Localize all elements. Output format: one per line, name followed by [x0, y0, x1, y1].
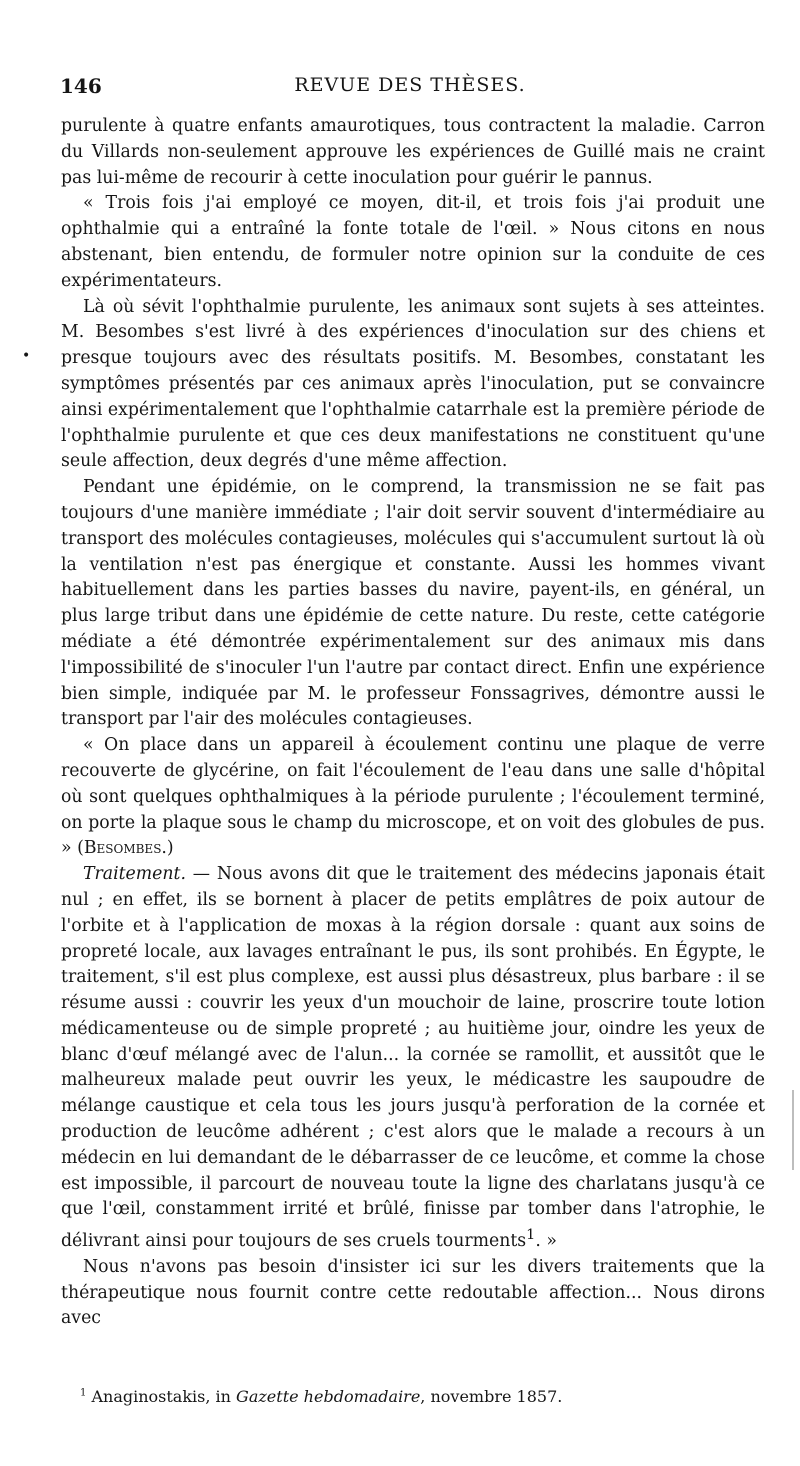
page-number: 146 — [60, 74, 102, 98]
quote-text: « On place dans un appareil à écoulement continu une plaque de verre recouverte de glycérine, on fait l'écoulement de l'eau dans une salle d'hôpital où sont quelques ophthalmiques à la période purulente ; l'écoulement terminé, on porte la plaque sous le champ du microscope, et on voit des globules de pus. » ( — [61, 735, 765, 859]
treatment-text: — Nous avons dit que le traitement des médecins japonais était nul ; en effet, ils se bornent à placer de petits emplâtres de poix autour de l'orbite et à l'application de moxas à la région dorsale : quant aux soins de propreté locale, aux lavages entraînant le pus, ils sont prohibés. En Égypte, le traitement, s'il est plus complexe, est aussi plus désastreux, plus barbare : il se résume aussi : couvrir les yeux d'un mouchoir de laine, proscrire toute lotion médicamenteuse ou de simple propreté ; au huitième jour, oindre les yeux de blanc d'œuf mélangé avec de l'alun... la cornée se ramollit, et aussitôt que le malheureux malade peut ouvrir les yeux, le médicastre les saupoudre de mélange caustique et cela tous les jours jusqu'à perforation de la cornée et production de leucôme adhérent ; c'est alors que le malade a recours à un médecin en lui demandant de le débarrasser de ce leucôme, et comme la chose est impossible, il parcourt de nouveau toute la ligne des charlatans jusqu'à ce que l'œil, constamment irrité et brûlé, finisse par tomber dans l'atrophie, le délivrant ainsi pour toujours de ses cruels tourments — [61, 864, 765, 1252]
quoted-paragraph — [61, 733, 765, 862]
section-heading-traitement: Traitement. — [83, 864, 186, 885]
citation-close: .) — [161, 838, 174, 859]
margin-dot: • — [22, 348, 31, 364]
body-text — [61, 114, 765, 1332]
footnote-date: , novembre 1857. — [420, 1387, 563, 1406]
paragraph: Nous n'avons pas besoin d'insister ici sur les divers traitements que la thérapeutique nous fournit contre cette redoutable affection... Nous dirons avec — [61, 1256, 765, 1329]
footnote-marker: 1 — [80, 1387, 87, 1399]
footnote — [80, 1387, 760, 1406]
scan-edge-mark — [792, 1090, 794, 1170]
paragraph: Pendant une épidémie, on le comprend, la transmission ne se fait pas toujours d'une manière immédiate ; l'air doit servir souvent d'intermédiaire au transport des molécules contagieuses, molécules qui s'accumulent surtout là où la ventilation n'est pas énergique et constante. Aussi les hommes vivant habituellement dans les parties basses du navire, payent-ils, en général, un plus large tribut dans une épidémie de cette nature. Du reste, cette catégorie médiate a été démontrée expérimentalement sur des animaux mis dans l'impossibilité de s'inoculer l'un l'autre par contact direct. Enfin une expérience bien simple, indiquée par M. le professeur Fonssagrives, démontre aussi le transport par l'air des molécules contagieuses. — [61, 477, 765, 730]
running-title: REVUE DES THÈSES. — [294, 74, 526, 96]
paragraph: Là où sévit l'ophthalmie purulente, les animaux sont sujets à ses atteintes. M. Besombes s'est livré à des expériences d'inoculation sur des chiens et presque toujours avec des résultats positifs. M. Besombes, constatant les symptômes présentés par ces animaux après l'inoculation, put se convaincre ainsi expérimentalement que l'ophthalmie catarrhale est la première période de l'ophthalmie purulente et que ces deux manifestations ne constituent qu'une seule affection, deux degrés d'une même affection. — [61, 296, 765, 472]
footnote-author: Anaginostakis, in — [91, 1387, 237, 1406]
page-header — [60, 74, 760, 104]
paragraph: « Trois fois j'ai employé ce moyen, dit-il, et trois fois j'ai produit une ophthalmie qui a entraîné la fonte totale de l'œil. » Nous citons en nous abstenant, bien entendu, de formuler notre opinion sur la conduite de ces expérimentateurs. — [61, 193, 765, 291]
treatment-paragraph — [61, 862, 765, 1255]
treatment-close: . » — [535, 1231, 557, 1252]
citation-author: Besombes — [83, 838, 162, 859]
paragraph: purulente à quatre enfants amaurotiques, tous contractent la maladie. Carron du Villards non-seulement approuve les expériences de Guillé mais ne craint pas lui-même de recourir à cette inoculation pour guérir le pannus. — [61, 116, 765, 188]
footnote-journal: Gazette hebdomadaire — [236, 1387, 421, 1406]
footnote-reference: 1 — [526, 1227, 536, 1244]
